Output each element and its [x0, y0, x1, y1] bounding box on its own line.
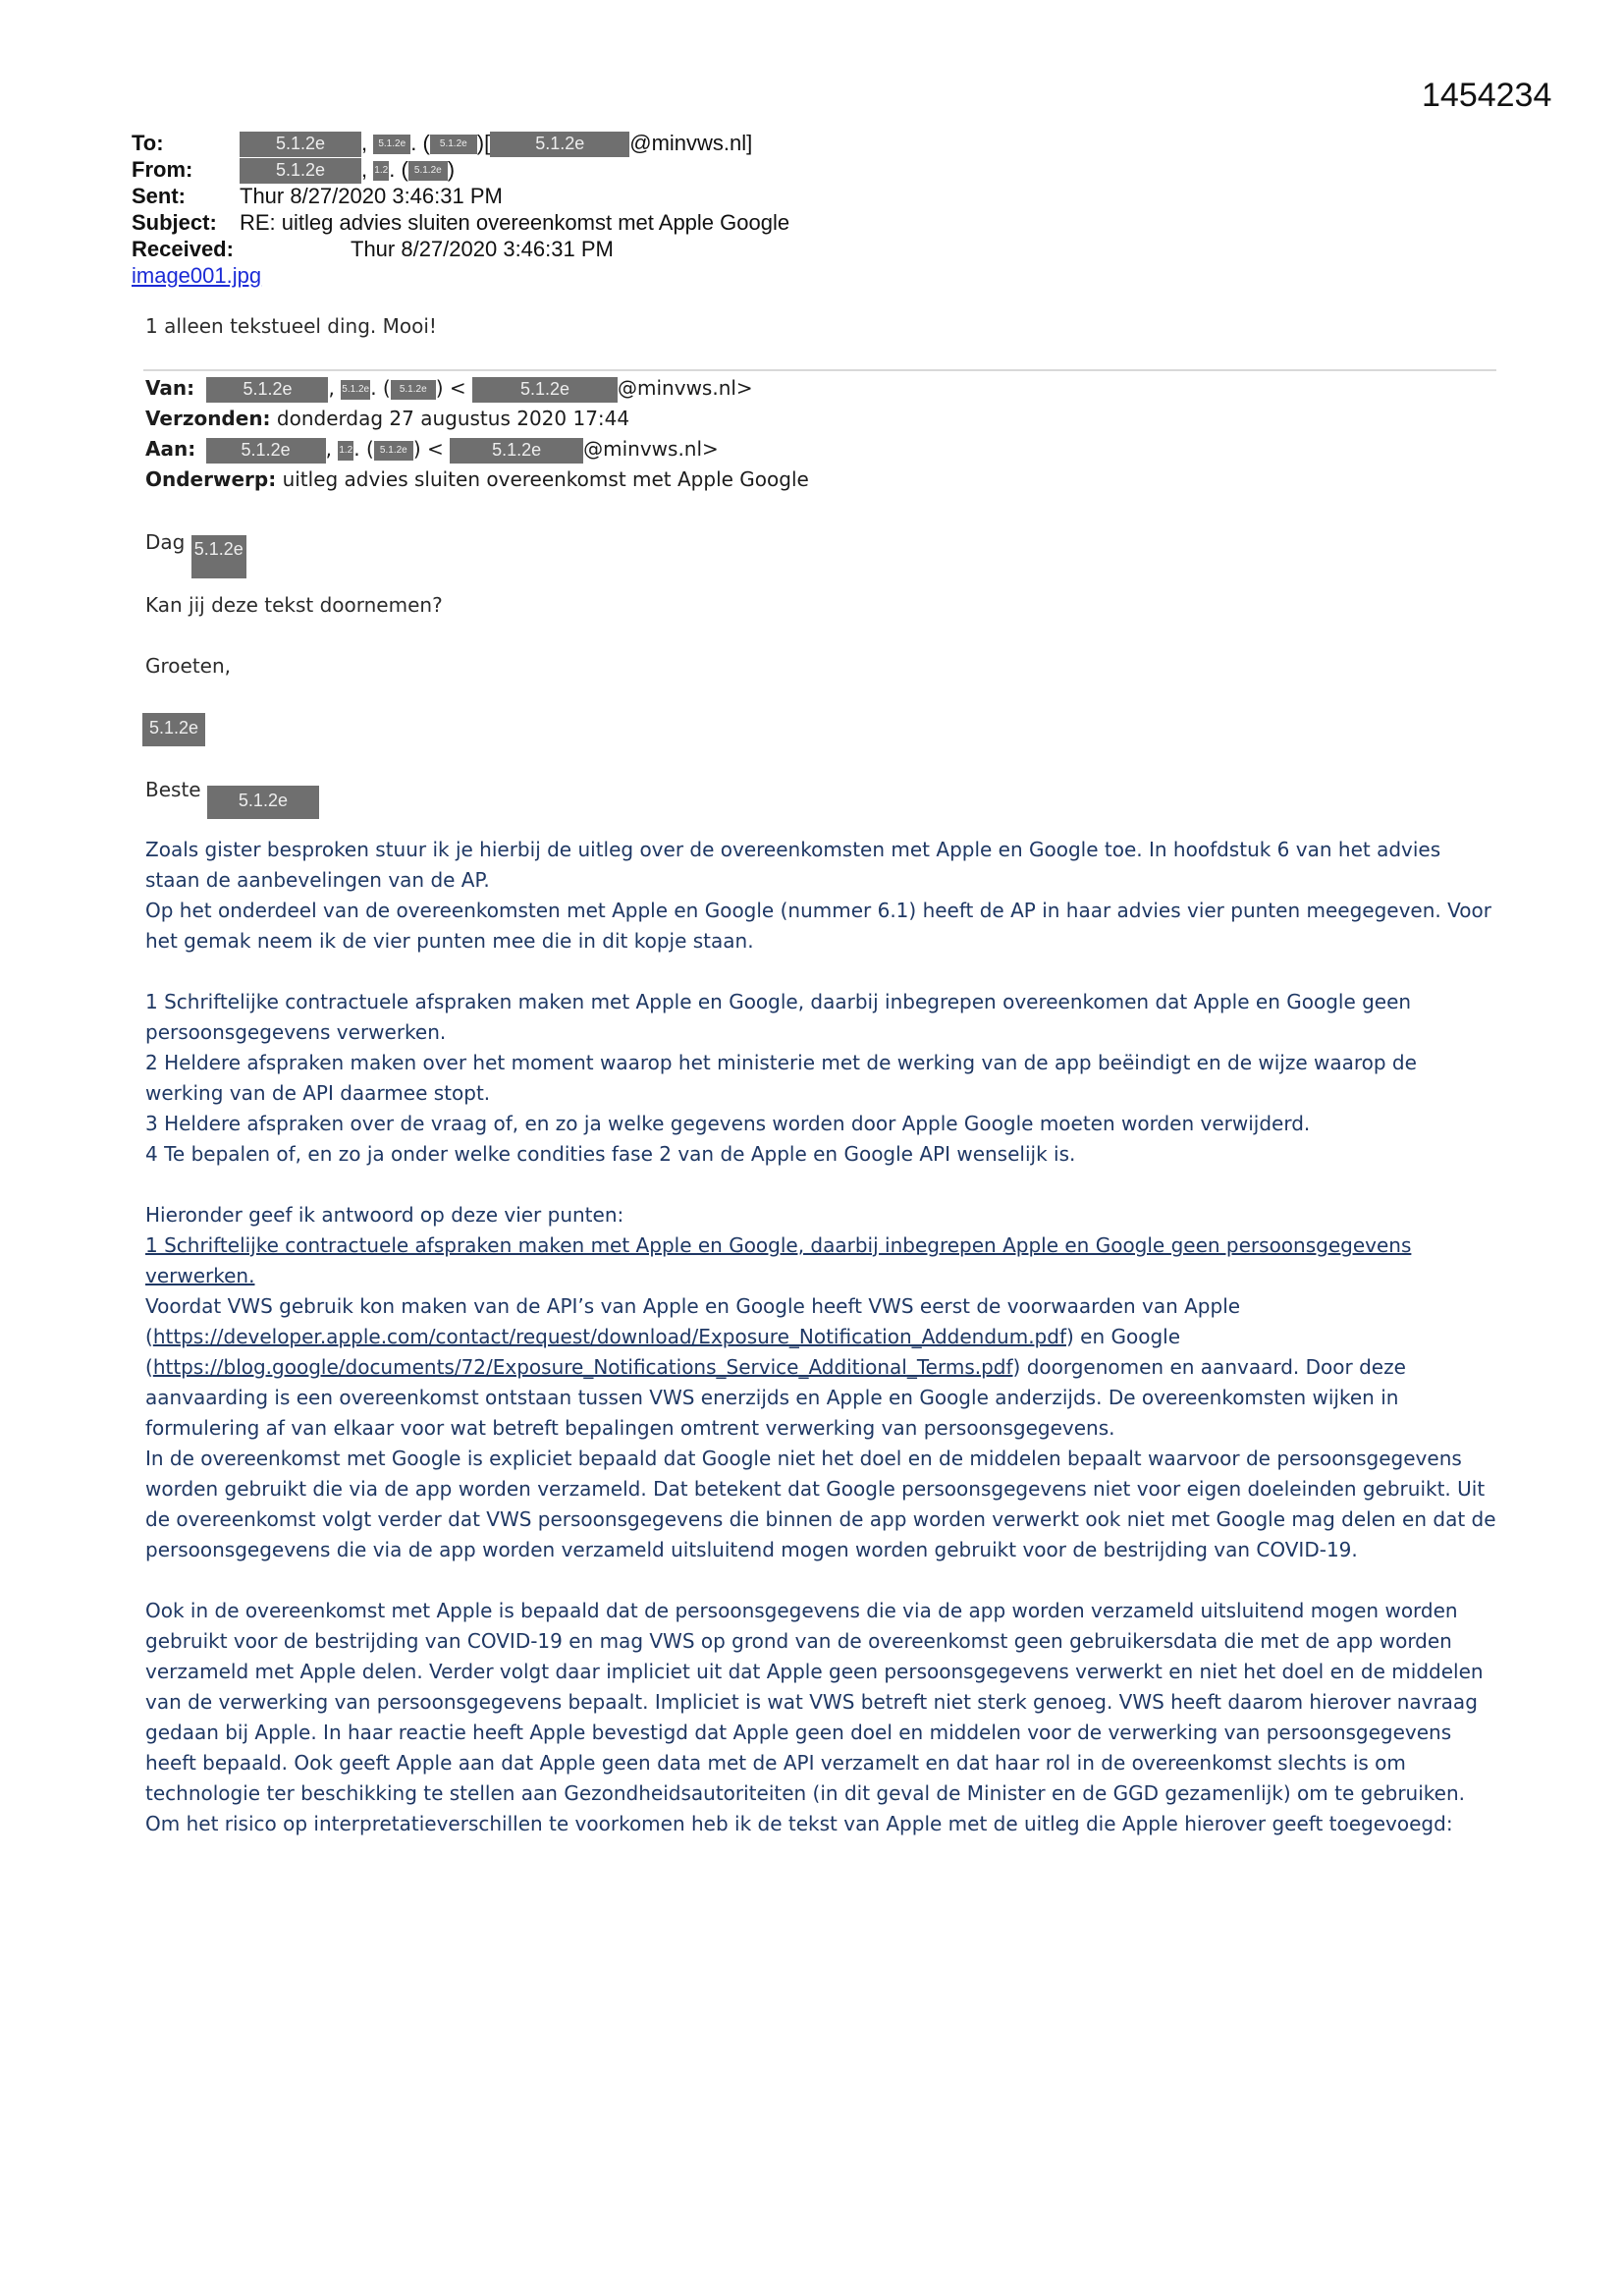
paragraph: Hieronder geef ik antwoord op deze vier punten:	[145, 1203, 624, 1227]
redaction-box: 5.1.2e	[450, 438, 583, 464]
google-terms-link[interactable]: https://blog.google/documents/72/Exposure_Notifications_Service_Additional_Terms.pdf	[152, 1355, 1013, 1379]
reply-text: 1 alleen tekstueel ding. Mooi!	[145, 314, 437, 338]
sent-value: Thur 8/27/2020 3:46:31 PM	[240, 184, 503, 208]
redaction-box: 5.1.2e	[191, 535, 246, 578]
salutation-line: Beste 5.1.2e	[145, 778, 319, 819]
received-value: Thur 8/27/2020 3:46:31 PM	[351, 237, 614, 261]
subject-label: Subject:	[132, 210, 217, 235]
received-label: Received:	[132, 237, 234, 261]
greeting-line: Dag 5.1.2e	[145, 530, 246, 578]
attachment-link[interactable]: image001.jpg	[132, 263, 262, 288]
redaction-box: 5.1.2e	[206, 377, 328, 403]
redaction-box: 1.2	[373, 161, 389, 181]
redaction-box: 5.1.2e	[472, 377, 618, 403]
list-item: 3 Heldere afspraken over de vraag of, en zo ja welke gegevens worden door Apple Google moeten worden verwijderd.	[145, 1112, 1311, 1135]
van-line: Van: 5.1.2e , 5.1.2e. ( 5.1.2e ) < 5.1.2e @minvws.nl>	[145, 373, 753, 404]
from-label: From:	[132, 157, 193, 182]
onderwerp-line: Onderwerp: uitleg advies sluiten overeenkomst met Apple Google	[145, 467, 809, 491]
redaction-box: 5.1.2e	[373, 135, 410, 154]
verzonden-line: Verzonden: donderdag 27 augustus 2020 17:44	[145, 407, 630, 430]
paragraph: Zoals gister besproken stuur ik je hierbij de uitleg over de overeenkomsten met Apple en Google toe. In hoofdstuk 6 van het advies staan de aanbevelingen van de AP.	[145, 838, 1441, 892]
from-value: 5.1.2e , 1.2. ( 5.1.2e )	[240, 156, 455, 184]
paragraph: Voordat VWS gebruik kon maken van de API’s van Apple en Google heeft VWS eerst de voorwaarden van Apple (https://developer.apple.com/contact/request/download/Exposure_Notification_Addendum.pdf) en Google (https://blog.google/documents/72/Exposure_Notifications_Service_Additional_Terms.pdf) doorgenomen en aanvaard. Door deze aanvaarding is een overeenkomst ontstaan tussen VWS enerzijds en Apple en Google anderzijds. De overeenkomsten wijken in formulering af van elkaar voor wat betreft bepalingen omtrent verwerking van persoonsgegevens.	[145, 1294, 1406, 1440]
list-item: 4 Te bepalen of, en zo ja onder welke condities fase 2 van de Apple en Google API wenselijk is.	[145, 1142, 1076, 1166]
list-item: 2 Heldere afspraken maken over het moment waarop het ministerie met de werking van de app beëindigt en de wijze waarop de werking van de API daarmee stopt.	[145, 1051, 1417, 1105]
redaction-box: 5.1.2e	[240, 158, 361, 184]
paragraph: Op het onderdeel van de overeenkomsten met Apple en Google (nummer 6.1) heeft de AP in haar advies vier punten meegegeven. Voor het gemak neem ik de vier punten mee die in dit kopje staan.	[145, 899, 1491, 953]
signature-redaction: 5.1.2e	[142, 713, 205, 746]
redaction-box: 5.1.2e	[490, 132, 629, 157]
message-body	[145, 835, 1500, 1839]
closing-text: Groeten,	[145, 654, 232, 678]
redaction-box: 5.1.2e	[374, 441, 413, 461]
subject-value: RE: uitleg advies sluiten overeenkomst met Apple Google	[240, 210, 790, 235]
redaction-box: 1.2	[338, 441, 353, 461]
paragraph: In de overeenkomst met Google is expliciet bepaald dat Google niet het doel en de middelen bepaalt waarvoor de persoonsgegevens worden gebruikt die via de app worden verzameld. Dat betekent dat Google persoonsgegevens niet voor eigen doeleinden gebruikt. Uit de overeenkomst volgt verder dat VWS persoonsgegevens die binnen de app worden verwerkt ook niet met Google mag delen en dat de persoonsgegevens die via de app worden verzameld uitsluitend mogen worden gebruikt voor de bestrijding van COVID-19.	[145, 1447, 1496, 1561]
to-value: 5.1.2e , 5.1.2e . ( 5.1.2e )[ 5.1.2e @minvws.nl]	[240, 130, 752, 157]
apple-terms-link[interactable]: https://developer.apple.com/contact/request/download/Exposure_Notification_Addendum.pdf	[152, 1325, 1066, 1348]
aan-line: Aan: 5.1.2e , 1.2. ( 5.1.2e ) < 5.1.2e @minvws.nl>	[145, 434, 719, 465]
list-item: 1 Schriftelijke contractuele afspraken maken met Apple en Google, daarbij inbegrepen overeenkomen dat Apple en Google geen persoonsgegevens verwerken.	[145, 990, 1412, 1044]
to-label: To:	[132, 131, 164, 155]
redaction-box: 5.1.2e	[408, 161, 448, 181]
redaction-box: 5.1.2e	[240, 132, 361, 157]
paragraph: Ook in de overeenkomst met Apple is bepaald dat de persoonsgegevens die via de app worden verzameld uitsluitend mogen worden gebruikt voor de bestrijding van COVID-19 en mag VWS op grond van de overeenkomst geen gebruikersdata die met de app worden verzameld met Apple delen. Verder volgt daar impliciet uit dat Apple geen persoonsgegevens verwerkt en niet het doel en de middelen van de verwerking van persoonsgegevens bepaalt. Impliciet is wat VWS betreft niet sterk genoeg. VWS heeft daarom hierover navraag gedaan bij Apple. In haar reactie heeft Apple bevestigd dat Apple geen doel en middelen voor de verwerking van persoonsgegevens heeft bepaald. Ook geeft Apple aan dat Apple geen data met de API verzamelt en dat haar rol in de overeenkomst slechts is om technologie ter beschikking te stellen aan Gezondheidsautoriteiten (in dit geval de Minister en de GGD gezamenlijk) om te gebruiken. Om het risico op interpretatieverschillen te voorkomen heb ik de tekst van Apple met de uitleg die Apple hierover geeft toegevoegd:	[145, 1599, 1484, 1835]
redaction-box: 5.1.2e	[207, 786, 319, 819]
question-text: Kan jij deze tekst doornemen?	[145, 593, 443, 617]
redaction-box: 5.1.2e	[430, 135, 477, 154]
redaction-box: 5.1.2e	[206, 438, 326, 464]
separator	[143, 369, 1496, 371]
document-id: 1454234	[1422, 77, 1552, 114]
section-heading: 1 Schriftelijke contractuele afspraken maken met Apple en Google, daarbij inbegrepen Apple en Google geen persoonsgegevens verwerken.	[145, 1233, 1412, 1287]
redaction-box: 5.1.2e	[341, 380, 370, 400]
to-domain: @minvws.nl]	[629, 131, 753, 155]
redaction-box: 5.1.2e	[391, 380, 436, 400]
sent-label: Sent:	[132, 184, 186, 208]
